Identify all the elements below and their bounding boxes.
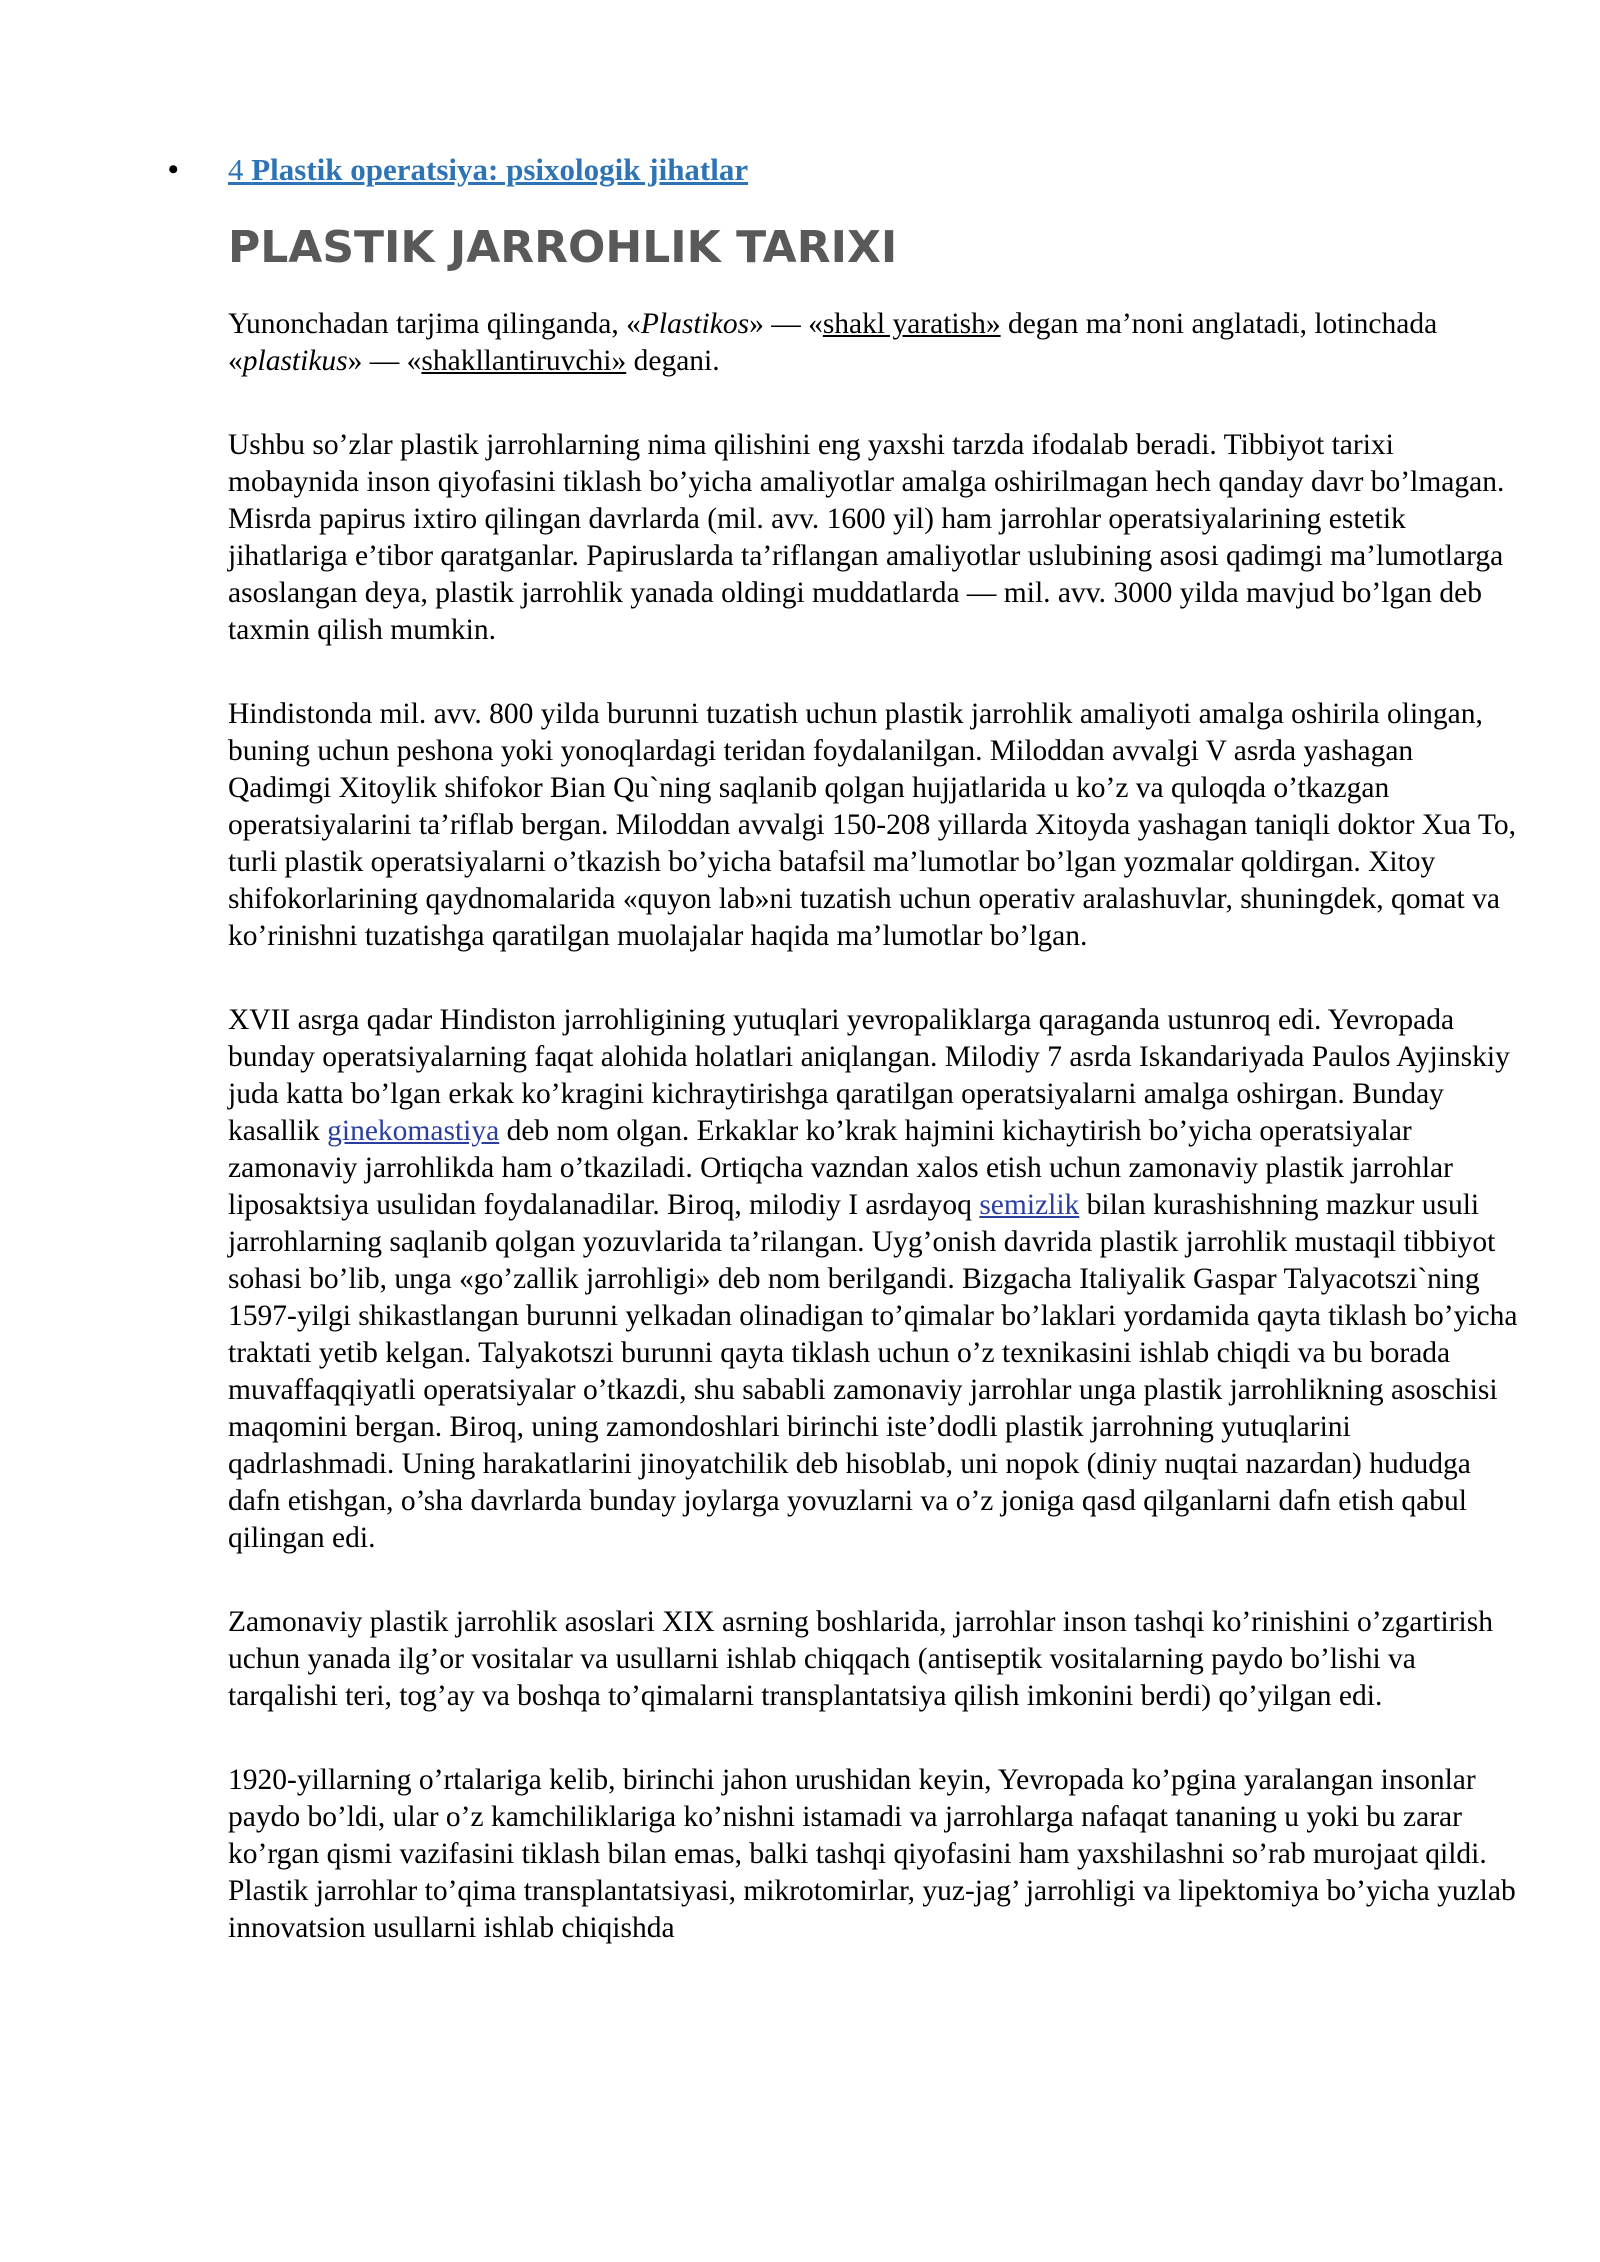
- article-body: [228, 306, 1518, 1994]
- paragraph-india-china: Hindistonda mil. avv. 800 yilda burunni tuzatish uchun plastik jarrohlik amaliyoti amalga oshirila olingan, buning uchun peshona yoki yonoqlardagi teridan foydalanilgan. Miloddan avvalgi V asrda yashagan Qadimgi Xitoylik shifokor Bian Qu`ning saqlanib qolgan hujjatlarida u ko’z va quloqda o’tkazgan operatsiyalarini ta’riflab bergan. Miloddan avvalgi 150-208 yillarda Xitoyda yashagan taniqli doktor Xua To, turli plastik operatsiyalarni o’tkazish bo’yicha batafsil ma’lumotlar bo’lgan yozmalar qoldirgan. Xitoy shifokorlarining qaydnomalarida «quyon lab»ni tuzatish uchun operativ aralashuvlar, shuningdek, qomat va ko’rinishni tuzatishga qaratilgan muolajalar haqida ma’lumotlar bo’lgan.: [228, 698, 1516, 952]
- paragraph-egypt: Ushbu so’zlar plastik jarrohlarning nima qilishini eng yaxshi tarzda ifodalab beradi. Tibbiyot tarixi mobaynida inson qiyofasini tiklash bo’yicha amaliyotlar amalga oshirilmagan hech qanday davr bo’lmagan. Misrda papirus ixtiro qilingan davrlarda (mil. avv. 1600 yil) ham jarrohlar operatsiyalarining estetik jihatlariga e’tibor qaratganlar. Papiruslarda ta’riflangan amaliyotlar uslubining asosi qadimgi ma’lumotlarga asoslangan deya, plastik jarrohlik yanada oldingi muddatlarda — mil. avv. 3000 yilda mavjud bo’lgan deb taxmin qilish mumkin.: [228, 429, 1505, 646]
- toc-item-number: 4: [228, 152, 244, 187]
- link-ginekomastiya[interactable]: ginekomastiya: [327, 1115, 500, 1147]
- link-semizlik[interactable]: semizlik: [979, 1189, 1080, 1221]
- text-run: » — «: [749, 308, 823, 340]
- text-run: degan ma’noni anglatadi, lotinchada «: [228, 308, 1438, 377]
- section-heading: PLASTIK JARROHLIK TARIXI: [228, 222, 898, 273]
- text-run: degani.: [626, 345, 720, 377]
- toc-link-psixologik-jihatlar[interactable]: [228, 150, 748, 190]
- paragraph-19th-century: Zamonaviy plastik jarrohlik asoslari XIX asrning boshlarida, jarrohlar inson tashqi ko’rinishini o’zgartirish uchun yanada ilg’or vositalar va usullarni ishlab chiqqach (antiseptik vositalarning paydo bo’lishi va tarqalishi teri, tog’ay va boshqa to’qimalarni transplantatsiya qilish imkonini berdi) qo’yilgan edi.: [228, 1606, 1493, 1712]
- text-run: bilan kurashishning mazkur usuli jarrohlarning saqlanib qolgan yozuvlarida ta’rilangan. Uyg’onish davrida plastik jarrohlik mustaqil tibbiyot sohasi bo’lib, unga «go’zallik jarrohligi» deb nom berilgandi. Bizgacha Italiyalik Gaspar Talyacotszi`ning 1597-yilgi shikastlangan burunni yelkadan olinadigan to’qimalar bo’laklari yordamida qayta tiklash bo’yicha traktati yetib kelgan. Talyakotszi burunni qayta tiklash uchun o’z texnikasini ishlab chiqdi va bu borada muvaffaqqiyatli operatsiyalar o’tkazdi, shu sababli zamonaviy jarrohlar unga plastik jarrohlikning asoschisi maqomini bergan. Biroq, uning zamondoshlari birinchi iste’dodli plastik jarrohning yutuqlarini qadrlashmadi. Uning harakatlarini jinoyatchilik deb hisoblab, uni nopok (diniy nuqtai nazardan) hududga dafn etishgan, o’sha davrlarda bunday joylarga yovuzlarni va o’z joniga qasd qilganlarni dafn etish qabul qilingan edi.: [228, 1189, 1518, 1554]
- bullet-icon: •: [168, 153, 179, 186]
- text-run: » — «: [347, 345, 422, 377]
- paragraph-1920s: 1920-yillarning o’rtalariga kelib, birinchi jahon urushidan keyin, Yevropada ko’pgina yaralangan insonlar paydo bo’ldi, ular o’z kamchiliklariga ko’nishni istamadi va jarrohlarga nafaqat tananing u yoki bu zarar ko’rgan qismi vazifasini tiklash bilan emas, balki tashqi qiyofasini ham yaxshilashni so’rab murojaat qildi. Plastik jarrohlar to’qima transplantatsiyasi, mikrotomirlar, yuz-jag’ jarrohligi va lipektomiya bo’yicha yuzlab innovatsion usullarni ishlab chiqishda: [228, 1764, 1516, 1944]
- underlined-term-shakl-yaratish: shakl yaratish»: [822, 308, 1001, 340]
- paragraph-europe: [228, 1002, 1518, 1557]
- text-run: deb nom olgan. Erkaklar ko’krak hajmini kichaytirish bo’yicha operatsiyalar zamonaviy jarrohlikda ham o’tkaziladi. Ortiqcha vazndan xalos etish uchun zamonaviy plastik jarrohlar liposaktsiya usulidan foydalanadilar. Biroq, milodiy I asrdayoq: [228, 1115, 1453, 1221]
- italic-term-plastikus: plastikus: [242, 345, 348, 377]
- text-run: Yunonchadan tarjima qilinganda, «: [228, 308, 641, 340]
- toc-item-title: Plastik operatsiya: psixologik jihatlar: [251, 152, 749, 187]
- text-run: XVII asrga qadar Hindiston jarrohligining yutuqlari yevropaliklarga qaraganda ustunroq edi. Yevropada bunday operatsiyalarning faqat alohida holatlari aniqlangan. Milodiy 7 asrda Iskandariyada Paulos Ayjinskiy juda katta bo’lgan erkak ko’kragini kichraytirishga qaratilgan operatsiyalarni amalga oshirgan. Bunday kasallik: [228, 1004, 1510, 1147]
- underlined-term-shakllantiruvchi: shakllantiruvchi»: [421, 345, 627, 377]
- italic-term-plastikos: Plastikos: [640, 308, 750, 340]
- paragraph-etymology: [228, 306, 1518, 380]
